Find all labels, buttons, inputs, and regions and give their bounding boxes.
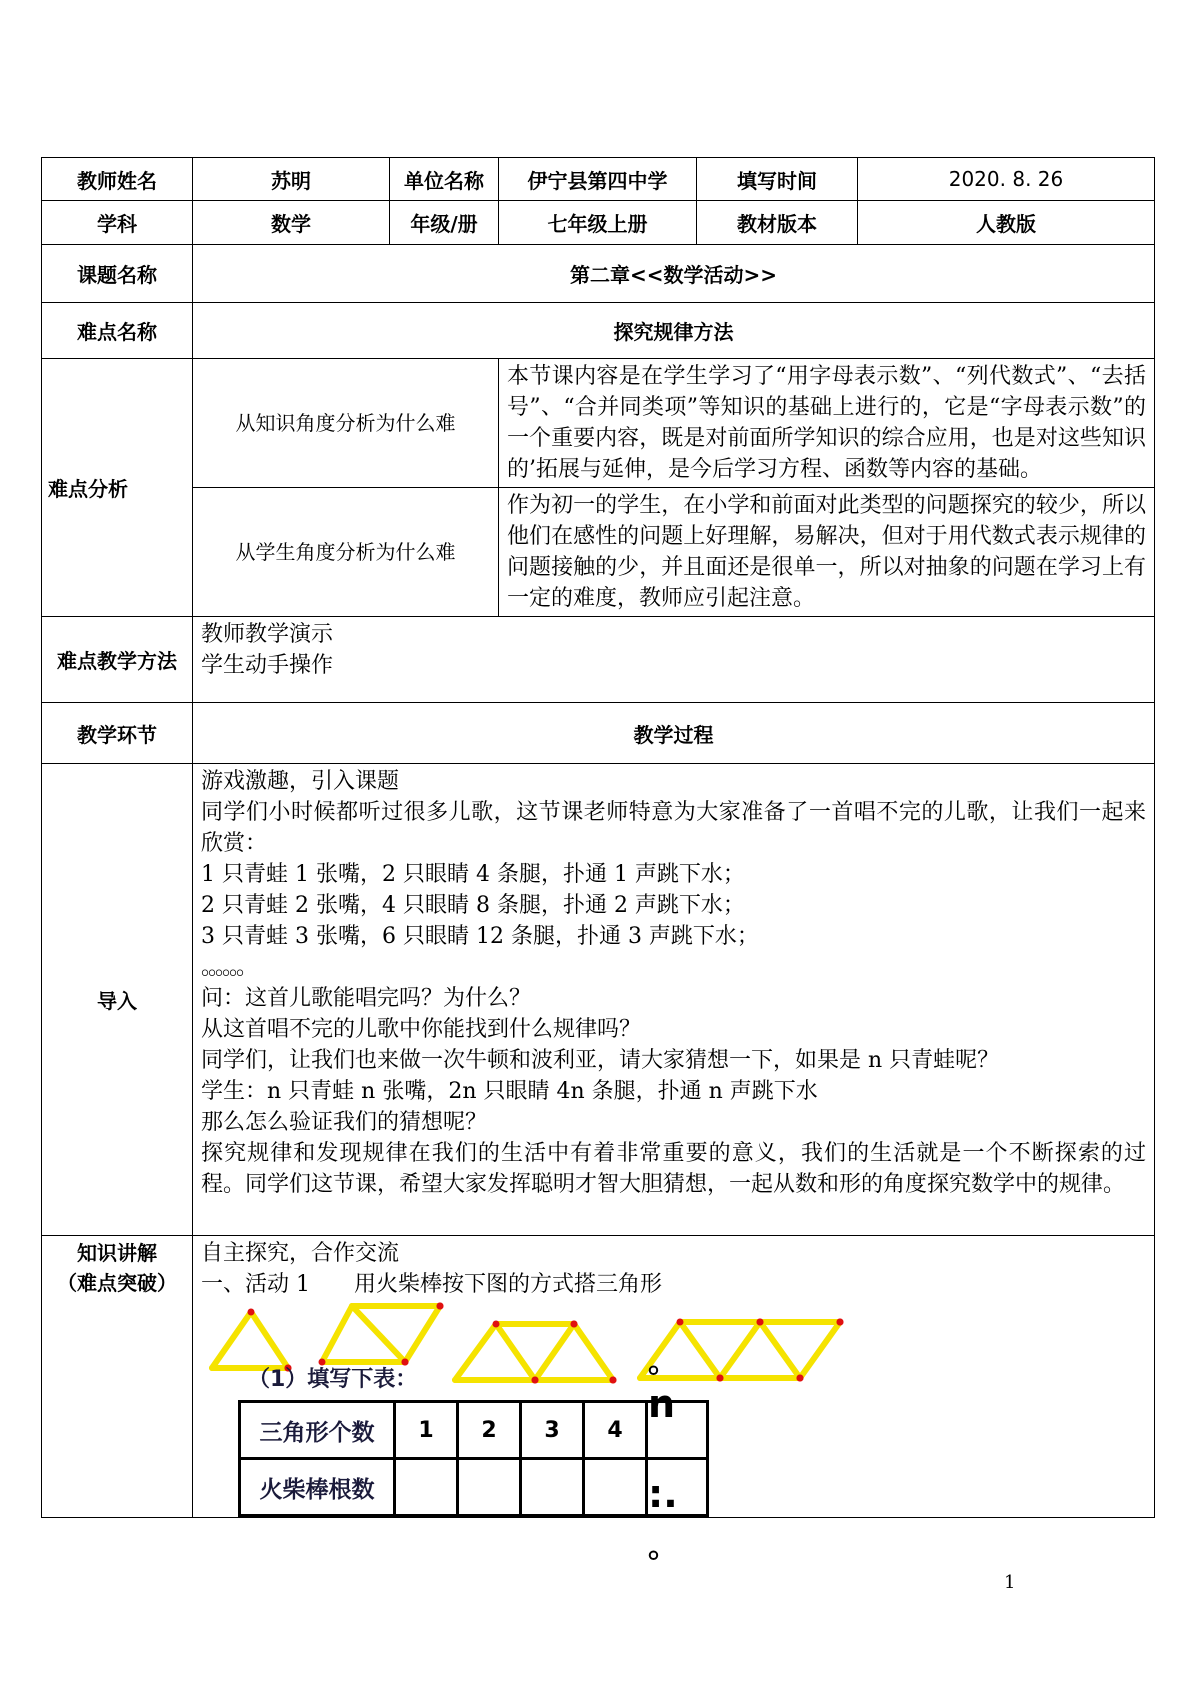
matchstick xyxy=(680,1322,720,1378)
intro-label: 导入 xyxy=(42,764,193,1236)
teacher-label: 教师姓名 xyxy=(42,158,193,201)
count-cell: 2 xyxy=(458,1402,521,1459)
matchstick xyxy=(405,1306,440,1362)
teacher-value: 苏明 xyxy=(193,158,390,201)
knowledge-label xyxy=(42,1236,193,1518)
overlay-dot-top: 。 xyxy=(648,1345,678,1380)
method-line: 教师教学演示 xyxy=(201,622,334,647)
grade-value: 七年级上册 xyxy=(499,201,697,245)
matchstick-count-header: 火柴棒根数 xyxy=(240,1459,395,1516)
match-head xyxy=(797,1375,804,1382)
analysis-label: 难点分析 xyxy=(42,359,193,617)
intro-line: 同学们小时候都听过很多儿歌，这节课老师特意为大家准备了一首唱不完的儿歌，让我们一起来欣赏： xyxy=(201,800,1146,856)
matchstick xyxy=(496,1324,535,1380)
fill-table-title: （1）填写下表： xyxy=(248,1367,418,1392)
intro-line: 同学们，让我们也来做一次牛顿和波利亚，请大家猜想一下，如果是 n 只青蛙呢？ xyxy=(201,1048,1000,1073)
overlay-dots: :. xyxy=(648,1472,678,1516)
knowledge-label-line: 知识讲解 xyxy=(77,1241,157,1265)
student-angle-text: 作为初一的学生，在小学和前面对此类型的问题探究的较少，所以他们在感性的问题上好理解，易解决，但对于用代数式表示规律的问题接触的少，并且面还是很单一，所以对抽象的问题在学习上有一定的难度，教师应引起注意。 xyxy=(499,488,1155,617)
matchstick-cell[interactable] xyxy=(395,1459,458,1516)
match-head xyxy=(677,1319,684,1326)
match-head xyxy=(757,1319,764,1326)
process-value: 教学过程 xyxy=(193,703,1155,764)
count-cell: 4 xyxy=(584,1402,647,1459)
method-line: 学生动手操作 xyxy=(201,653,334,678)
difficulty-label: 难点名称 xyxy=(42,303,193,359)
intro-line: 2 只青蛙 2 张嘴，4 只眼睛 8 条腿，扑通 2 声跳下水； xyxy=(201,893,745,918)
matchstick xyxy=(574,1324,613,1380)
knowledge-line: 一、活动 1 用火柴棒按下图的方式搭三角形 xyxy=(201,1272,662,1297)
match-head xyxy=(837,1319,844,1326)
match-head xyxy=(610,1377,617,1384)
match-head xyxy=(571,1321,578,1328)
intro-line: 1 只青蛙 1 张嘴，2 只眼睛 4 条腿，扑通 1 声跳下水； xyxy=(201,862,745,887)
process-label: 教学环节 xyxy=(42,703,193,764)
subject-value: 数学 xyxy=(193,201,390,245)
matchstick xyxy=(800,1322,840,1378)
subject-label: 学科 xyxy=(42,201,193,245)
match-head xyxy=(493,1321,500,1328)
intro-line: 学生：n 只青蛙 n 张嘴，2n 只眼睛 4n 条腿，扑通 n 声跳下水 xyxy=(201,1079,818,1104)
topic-value: 第二章<<数学活动>> xyxy=(193,245,1155,303)
matchstick-fill-table xyxy=(238,1400,709,1517)
unit-label: 单位名称 xyxy=(390,158,499,201)
edition-value: 人教版 xyxy=(858,201,1155,245)
page-number: 1 xyxy=(1004,1572,1016,1593)
intro-line: 游戏激趣，引入课题 xyxy=(201,769,400,794)
intro-line: 问：这首儿歌能唱完吗？为什么？ xyxy=(201,986,532,1011)
matchstick xyxy=(720,1322,760,1378)
match-head xyxy=(717,1375,724,1382)
matchstick xyxy=(251,1312,288,1368)
intro-line: 探究规律和发现规律在我们的生活中有着非常重要的意义，我们的生活就是一个不断探索的过程。同学们这节课，希望大家发挥聪明才智大胆猜想，一起从数和形的角度探究数学中的规律。 xyxy=(201,1141,1146,1197)
count-cell: 1 xyxy=(395,1402,458,1459)
matchstick-cell[interactable] xyxy=(458,1459,521,1516)
date-value: 2020. 8. 26 xyxy=(858,158,1155,201)
knowledge-label-line: （难点突破） xyxy=(57,1271,177,1295)
knowledge-line: 自主探究，合作交流 xyxy=(201,1241,400,1266)
overlay-n: n xyxy=(648,1382,676,1426)
student-angle-label: 从学生角度分析为什么难 xyxy=(193,488,499,617)
difficulty-value: 探究规律方法 xyxy=(193,303,1155,359)
intro-line: 。。。。。。 xyxy=(201,955,255,980)
matchstick xyxy=(212,1312,251,1368)
matchstick xyxy=(760,1322,800,1378)
knowledge-angle-label: 从知识角度分析为什么难 xyxy=(193,359,499,488)
matchstick-cell[interactable] xyxy=(584,1459,647,1516)
intro-line: 那么怎么验证我们的猜想呢？ xyxy=(201,1110,488,1135)
triangle-count-header: 三角形个数 xyxy=(240,1402,395,1459)
intro-content xyxy=(193,764,1155,1236)
overlay-dot-bottom: 。 xyxy=(648,1530,678,1565)
edition-label: 教材版本 xyxy=(697,201,858,245)
topic-label: 课题名称 xyxy=(42,245,193,303)
method-content xyxy=(193,617,1155,703)
date-label: 填写时间 xyxy=(697,158,858,201)
matchstick xyxy=(352,1306,405,1362)
match-head xyxy=(248,1309,255,1316)
match-head xyxy=(437,1303,444,1310)
knowledge-angle-text: 本节课内容是在学生学习了“用字母表示数”、“列代数式”、“去括号”、“合并同类项”等知识的基础上进行的，它是“字母表示数”的一个重要内容，既是对前面所学知识的综合应用，也是对这些知识的’拓展与延伸，是今后学习方程、函数等内容的基础。 xyxy=(499,359,1155,488)
match-head xyxy=(532,1377,539,1384)
grade-label: 年级/册 xyxy=(390,201,499,245)
intro-line: 从这首唱不完的儿歌中你能找到什么规律吗？ xyxy=(201,1017,642,1042)
unit-value: 伊宁县第四中学 xyxy=(499,158,697,201)
method-label: 难点教学方法 xyxy=(42,617,193,703)
matchstick xyxy=(322,1306,352,1362)
matchstick xyxy=(535,1324,574,1380)
intro-line: 3 只青蛙 3 张嘴，6 只眼睛 12 条腿，扑通 3 声跳下水； xyxy=(201,924,759,949)
matchstick-cell[interactable] xyxy=(521,1459,584,1516)
matchstick xyxy=(455,1324,496,1380)
count-cell: 3 xyxy=(521,1402,584,1459)
